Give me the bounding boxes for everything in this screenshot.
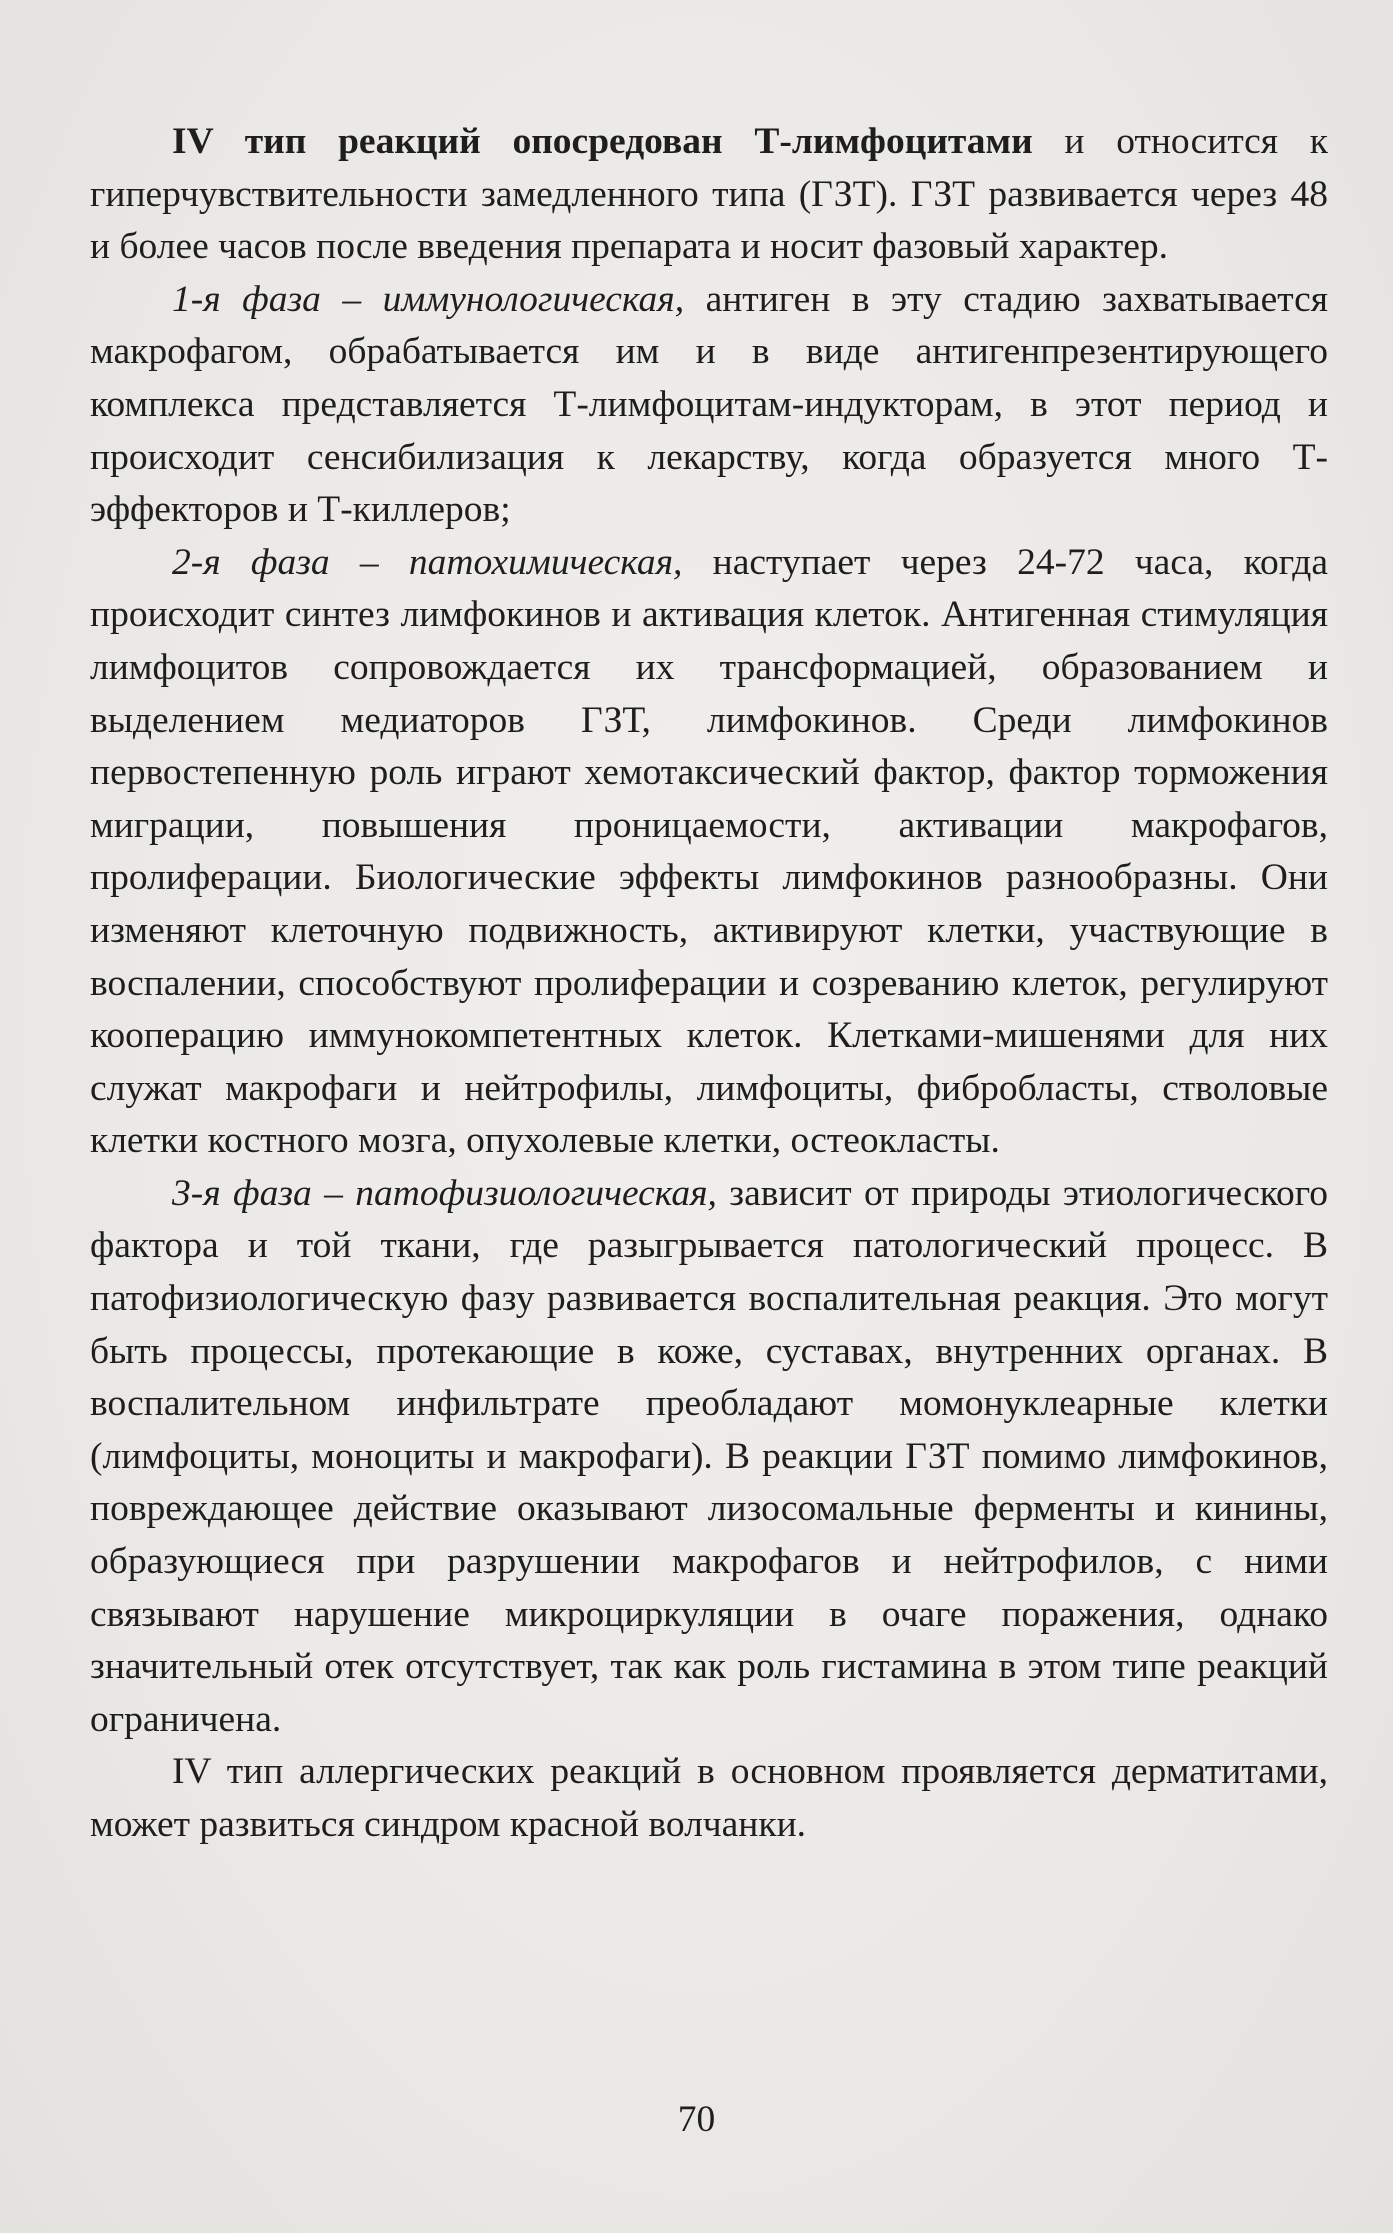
paragraph-text: антиген в эту стадию захватывается макрофагом, обрабатывается им и в виде антигенпрезентирующего комплекса представляется Т-лимфоцитам-индукторам, в этот период и происходит сенсибилизация к лекарству, когда образуется много Т-эффекторов и Т-киллеров;: [90, 278, 1328, 531]
type-iv-heading: IV тип реакций опосредован Т-лимфоцитами: [172, 121, 1033, 162]
body-text: [90, 116, 1328, 1852]
paragraph-type-iv-intro: [90, 116, 1328, 274]
page-number: 70: [677, 2099, 716, 2140]
phase-3-title: 3-я фаза – патофизиологическая,: [172, 1172, 717, 1214]
paragraph-text: и относится к гиперчувствительности замедленного типа (ГЗТ). ГЗТ развивается через 48 и более часов после введения препарата и носит фазовый характер.: [90, 121, 1328, 268]
phase-1-title: 1-я фаза – иммунологическая,: [172, 278, 685, 320]
paragraph-text: наступает через 24-72 часа, когда происходит синтез лимфокинов и активация клеток. Антигенная стимуляция лимфоцитов сопровождается их трансформацией, образованием и выделением медиаторов ГЗТ, лимфокинов. Среди лимфокинов первостепенную роль играют хемотаксический фактор, фактор торможения миграции, повышения проницаемости, активации макрофагов, пролиферации. Биологические эффекты лимфокинов разнообразны. Они изменяют клеточную подвижность, активируют клетки, участвующие в воспалении, способствуют пролиферации и созреванию клеток, регулируют кооперацию иммунокомпетентных клеток. Клетками-мишенями для них служат макрофаги и нейтрофилы, лимфоциты, фибробласты, стволовые клетки костного мозга, опухолевые клетки, остеокласты.: [90, 541, 1328, 1162]
paragraph-text: IV тип аллергических реакций в основном проявляется дерматитами, может развиться синдром красной волчанки.: [90, 1751, 1328, 1845]
paragraph-conclusion: [90, 1746, 1328, 1851]
paragraph-text: зависит от природы этиологического фактора и той ткани, где разыгрывается патологический процесс. В патофизиологическую фазу развивается воспалительная реакция. Это могут быть процессы, протекающие в коже, суставах, внутренних органах. В воспалительном инфильтрате преобладают момонуклеарные клетки (лимфоциты, моноциты и макрофаги). В реакции ГЗТ помимо лимфокинов, повреждающее действие оказывают лизосомальные ферменты и кинины, образующиеся при разрушении макрофагов и нейтрофилов, с ними связывают нарушение микроциркуляции в очаге поражения, однако значительный отек отсутствует, так как роль гистамина в этом типе реакций ограничена.: [90, 1172, 1328, 1740]
paragraph-phase-2: [90, 537, 1328, 1168]
paragraph-phase-1: [90, 274, 1328, 537]
phase-2-title: 2-я фаза – патохимическая,: [172, 541, 683, 583]
paragraph-phase-3: [90, 1168, 1328, 1747]
